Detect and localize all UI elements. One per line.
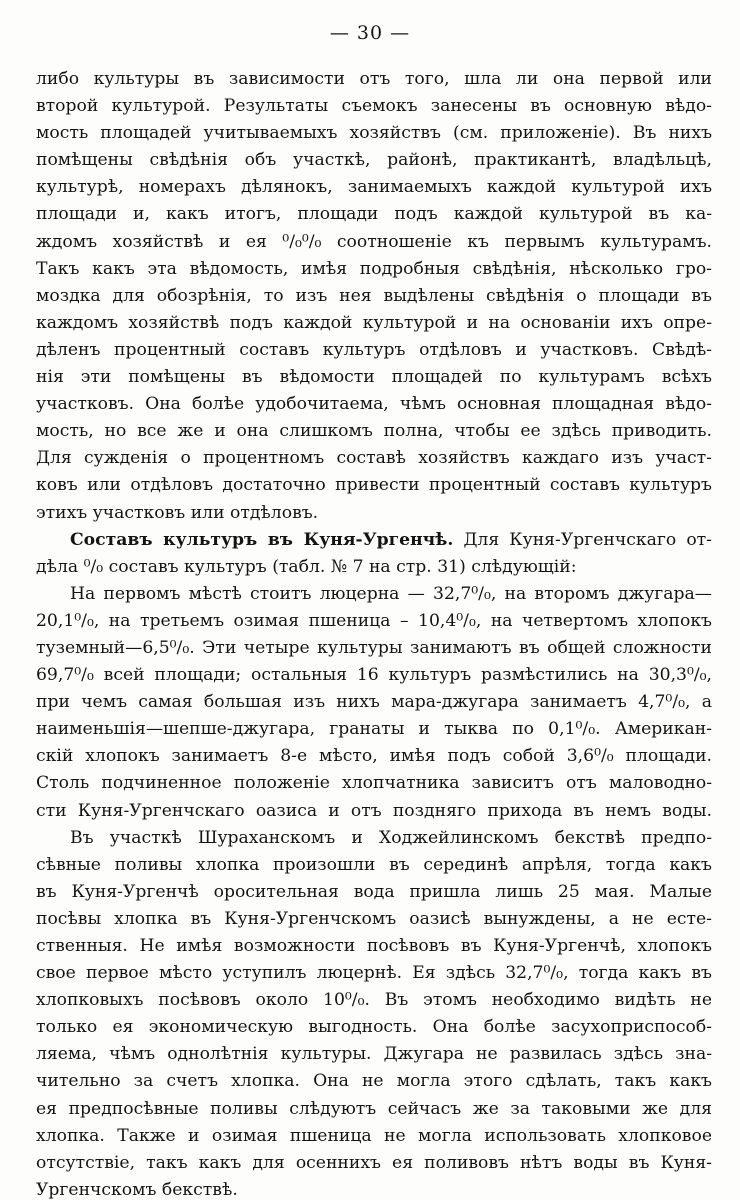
text-line: сти Куня-Ургенчскаго оазиса и отъ поздняго прихода въ немъ воды. — [36, 800, 712, 821]
text-line: участковъ. Она болѣе удобочитаема, чѣмъ основная площадная вѣдо- — [36, 394, 712, 415]
text-line: хлопковыхъ посѣвовъ около 10⁰/₀. Въ этомъ необходимо видѣть не — [36, 990, 712, 1011]
text-line: отсутствіе, такъ какъ для осеннихъ ея поливовъ нѣтъ воды въ Куня- — [36, 1152, 712, 1173]
text-line: ляема, чѣмъ однолѣтнія культуры. Джугара не развилась здѣсь зна- — [36, 1044, 712, 1065]
text-line: дѣленъ процентный составъ культуръ отдѣловъ и участковъ. Свѣдѣ- — [36, 339, 712, 360]
text-line: каждомъ хозяйствѣ подъ каждой культурой и на основаніи ихъ опре- — [36, 312, 712, 333]
text-line: дѣла ⁰/₀ составъ культуръ (табл. № 7 на стр. 31) слѣдующій: — [36, 556, 577, 577]
text-line: Для сужденія о процентномъ составѣ хозяйствъ каждаго изъ участ- — [36, 448, 712, 469]
text-line: 69,7⁰/₀ всей площади; остальныя 16 культуръ размѣстились на 30,3⁰/₀, — [36, 665, 712, 686]
text-line: при чемъ самая большая изъ нихъ мара-джугара занимаетъ 4,7⁰/₀, а — [36, 692, 712, 713]
text-line: наименьшія—шепше-джугара, гранаты и тыква по 0,1⁰/₀. Американ- — [36, 719, 712, 740]
text-line: этихъ участковъ или отдѣловъ. — [36, 502, 319, 523]
paragraph — [36, 581, 712, 1204]
text-line: ея предпосѣвные поливы слѣдуютъ сейчасъ же за таковыми же для — [36, 1098, 712, 1119]
text-line: 20,1⁰/₀, на третьемъ озимая пшеница – 10,4⁰/₀, на четвертомъ хлопокъ — [36, 610, 712, 631]
text-line: моздка для обозрѣнія, то изъ нея выдѣлены свѣдѣнія о площади въ — [36, 285, 712, 306]
text-line — [36, 527, 712, 554]
text-line: Столь подчиненное положеніе хлопчатника зависитъ отъ маловодно- — [36, 773, 712, 794]
text-line: только ея экономическую выгодность. Она болѣе засухоприспособ- — [36, 1017, 712, 1038]
text-line: культурѣ, номерахъ дѣлянокъ, занимаемыхъ каждой культурой ихъ — [36, 177, 712, 198]
text-line: мость площадей учитываемыхъ хозяйствъ (см. приложеніе). Въ нихъ — [36, 123, 712, 144]
text-line: помѣщены свѣдѣнія объ участкѣ, районѣ, практикантѣ, владѣльцѣ, — [36, 150, 712, 171]
text-line: чительно за счетъ хлопка. Она не могла этого сдѣлать, такъ какъ — [36, 1071, 712, 1092]
text-line: площади и, какъ итогъ, площади подъ каждой культурой въ ка- — [36, 204, 712, 225]
text-line: скій хлопокъ занимаетъ 8-е мѣсто, имѣя подъ собой 3,6⁰/₀ площади. — [36, 746, 712, 767]
text-line: Въ участкѣ Шураханскомъ и Ходжейлинскомъ бекствѣ предпо- — [70, 827, 712, 848]
page-text — [36, 66, 712, 1204]
text-line: нія эти помѣщены въ вѣдомости площадей по культурамъ всѣхъ — [36, 367, 712, 388]
text-line: сѣвные поливы хлопка произошли въ серединѣ апрѣля, тогда какъ — [36, 854, 712, 875]
text-line: посѣвы хлопка въ Куня-Ургенчскомъ оазисѣ вынуждены, а не есте- — [36, 908, 712, 929]
text-line: свое первое мѣсто уступилъ люцернѣ. Ея здѣсь 32,7⁰/₀, тогда какъ въ — [36, 963, 712, 984]
text-line: ковъ или отдѣловъ достаточно привести процентный составъ культуръ — [36, 475, 712, 496]
text-line: На первомъ мѣстѣ стоитъ люцерна — 32,7⁰/₀, на второмъ джугара— — [70, 583, 712, 604]
text-fragment: Для Куня-Ургенчскаго от- — [463, 529, 712, 550]
text-line: либо культуры въ зависимости отъ того, шла ли она первой или — [36, 69, 712, 89]
text-line: Ургенчскомъ бекствѣ. — [36, 1179, 238, 1200]
text-line: въ Куня-Ургенчѣ оросительная вода пришла лишь 25 мая. Малые — [36, 881, 712, 902]
text-line: Такъ какъ эта вѣдомость, имѣя подробныя свѣдѣнія, нѣсколько гро- — [36, 258, 712, 279]
text-line: ственныя. Не имѣя возможности посѣвовъ въ Куня-Ургенчѣ, хлопокъ — [36, 936, 712, 956]
paragraph — [36, 66, 712, 527]
section-heading: Составъ культуръ въ Куня-Ургенчѣ. — [70, 529, 454, 550]
text-line: мость, но все же и она слишкомъ полна, чтобы ее здѣсь приводить. — [36, 421, 712, 442]
paragraph — [36, 527, 712, 581]
text-line: хлопка. Также и озимая пшеница не могла использовать хлопковое — [36, 1125, 712, 1146]
text-line: второй культурой. Результаты съемокъ занесены въ основную вѣдо- — [36, 96, 712, 117]
text-line: туземный—6,5⁰/₀. Эти четыре культуры занимаютъ въ общей сложности — [36, 637, 712, 658]
text-line: ждомъ хозяйствѣ и ея ⁰/₀⁰/₀ соотношеніе къ первымъ культурамъ. — [36, 231, 712, 252]
page-number: — 30 — — [329, 22, 411, 44]
